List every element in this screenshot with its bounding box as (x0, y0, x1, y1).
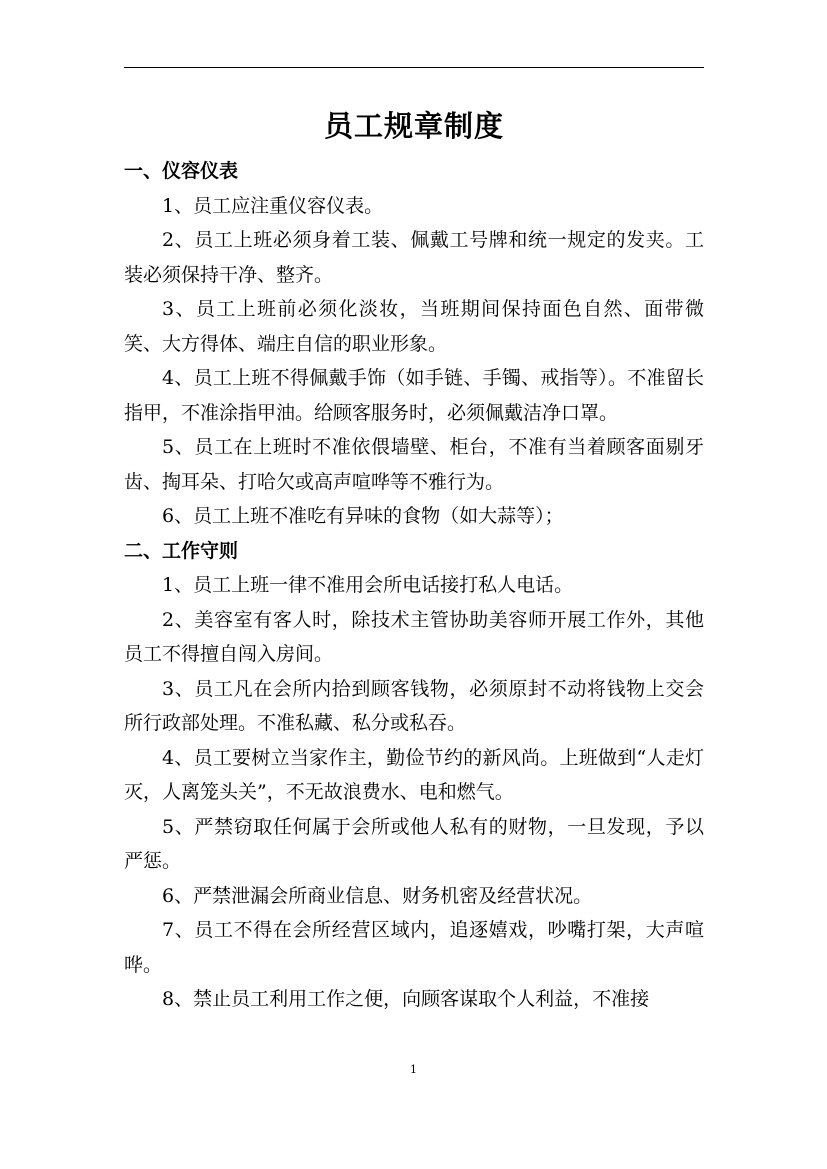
section-heading: 二、工作守则 (124, 539, 239, 562)
page-number: 1 (410, 1063, 417, 1076)
rule-item: 3、员工上班前必须化淡妆，当班期间保持面色自然、面带微笑、大方得体、端庄自信的职业形象。 (124, 298, 704, 355)
rule-item: 6、员工上班不准吃有异味的食物（如大蒜等）； (162, 505, 564, 527)
rule-item: 2、员工上班必须身着工装、佩戴工号牌和统一规定的发夹。工装必须保持干净、整齐。 (124, 229, 704, 286)
header-rule (124, 67, 704, 68)
section-heading: 一、仪容仪表 (124, 160, 239, 182)
rule-item: 1、员工应注重仪容仪表。 (162, 194, 384, 217)
document-title: 员工规章制度 (323, 109, 504, 143)
rule-item: 1、员工上班一律不准用会所电话接打私人电话。 (162, 574, 574, 596)
rule-item: 4、员工要树立当家作主，勤俭节约的新风尚。上班做到“人走灯灭，人离笼头关”，不无故浪费水、电和燃气。 (124, 746, 704, 803)
rule-item: 8、禁止员工利用工作之便，向顾客谋取个人利益，不准接 (162, 988, 650, 1010)
rule-item: 2、美容室有客人时，除技术主管协助美容师开展工作外，其他员工不得擅自闯入房间。 (124, 608, 704, 665)
rule-item: 6、严禁泄漏会所商业信息、财务机密及经营状况。 (162, 884, 593, 907)
rule-item: 5、严禁窃取任何属于会所或他人私有的财物，一旦发现，予以严惩。 (124, 815, 704, 872)
rule-item: 7、员工不得在会所经营区域内，追逐嬉戏，吵嘴打架，大声喧哗。 (124, 919, 704, 976)
rule-item: 4、员工上班不得佩戴手饰（如手链、手镯、戒指等）。不准留长指甲，不准涂指甲油。给顾客服务时，必须佩戴洁净口罩。 (124, 367, 704, 424)
rule-item: 5、员工在上班时不准依偎墙壁、柜台，不准有当着顾客面剔牙齿、掏耳朵、打哈欠或高声喧哗等不雅行为。 (124, 436, 704, 493)
document-body (124, 154, 704, 1017)
rule-item: 3、员工凡在会所内拾到顾客钱物，必须原封不动将钱物上交会所行政部处理。不准私藏、私分或私吞。 (124, 677, 704, 734)
